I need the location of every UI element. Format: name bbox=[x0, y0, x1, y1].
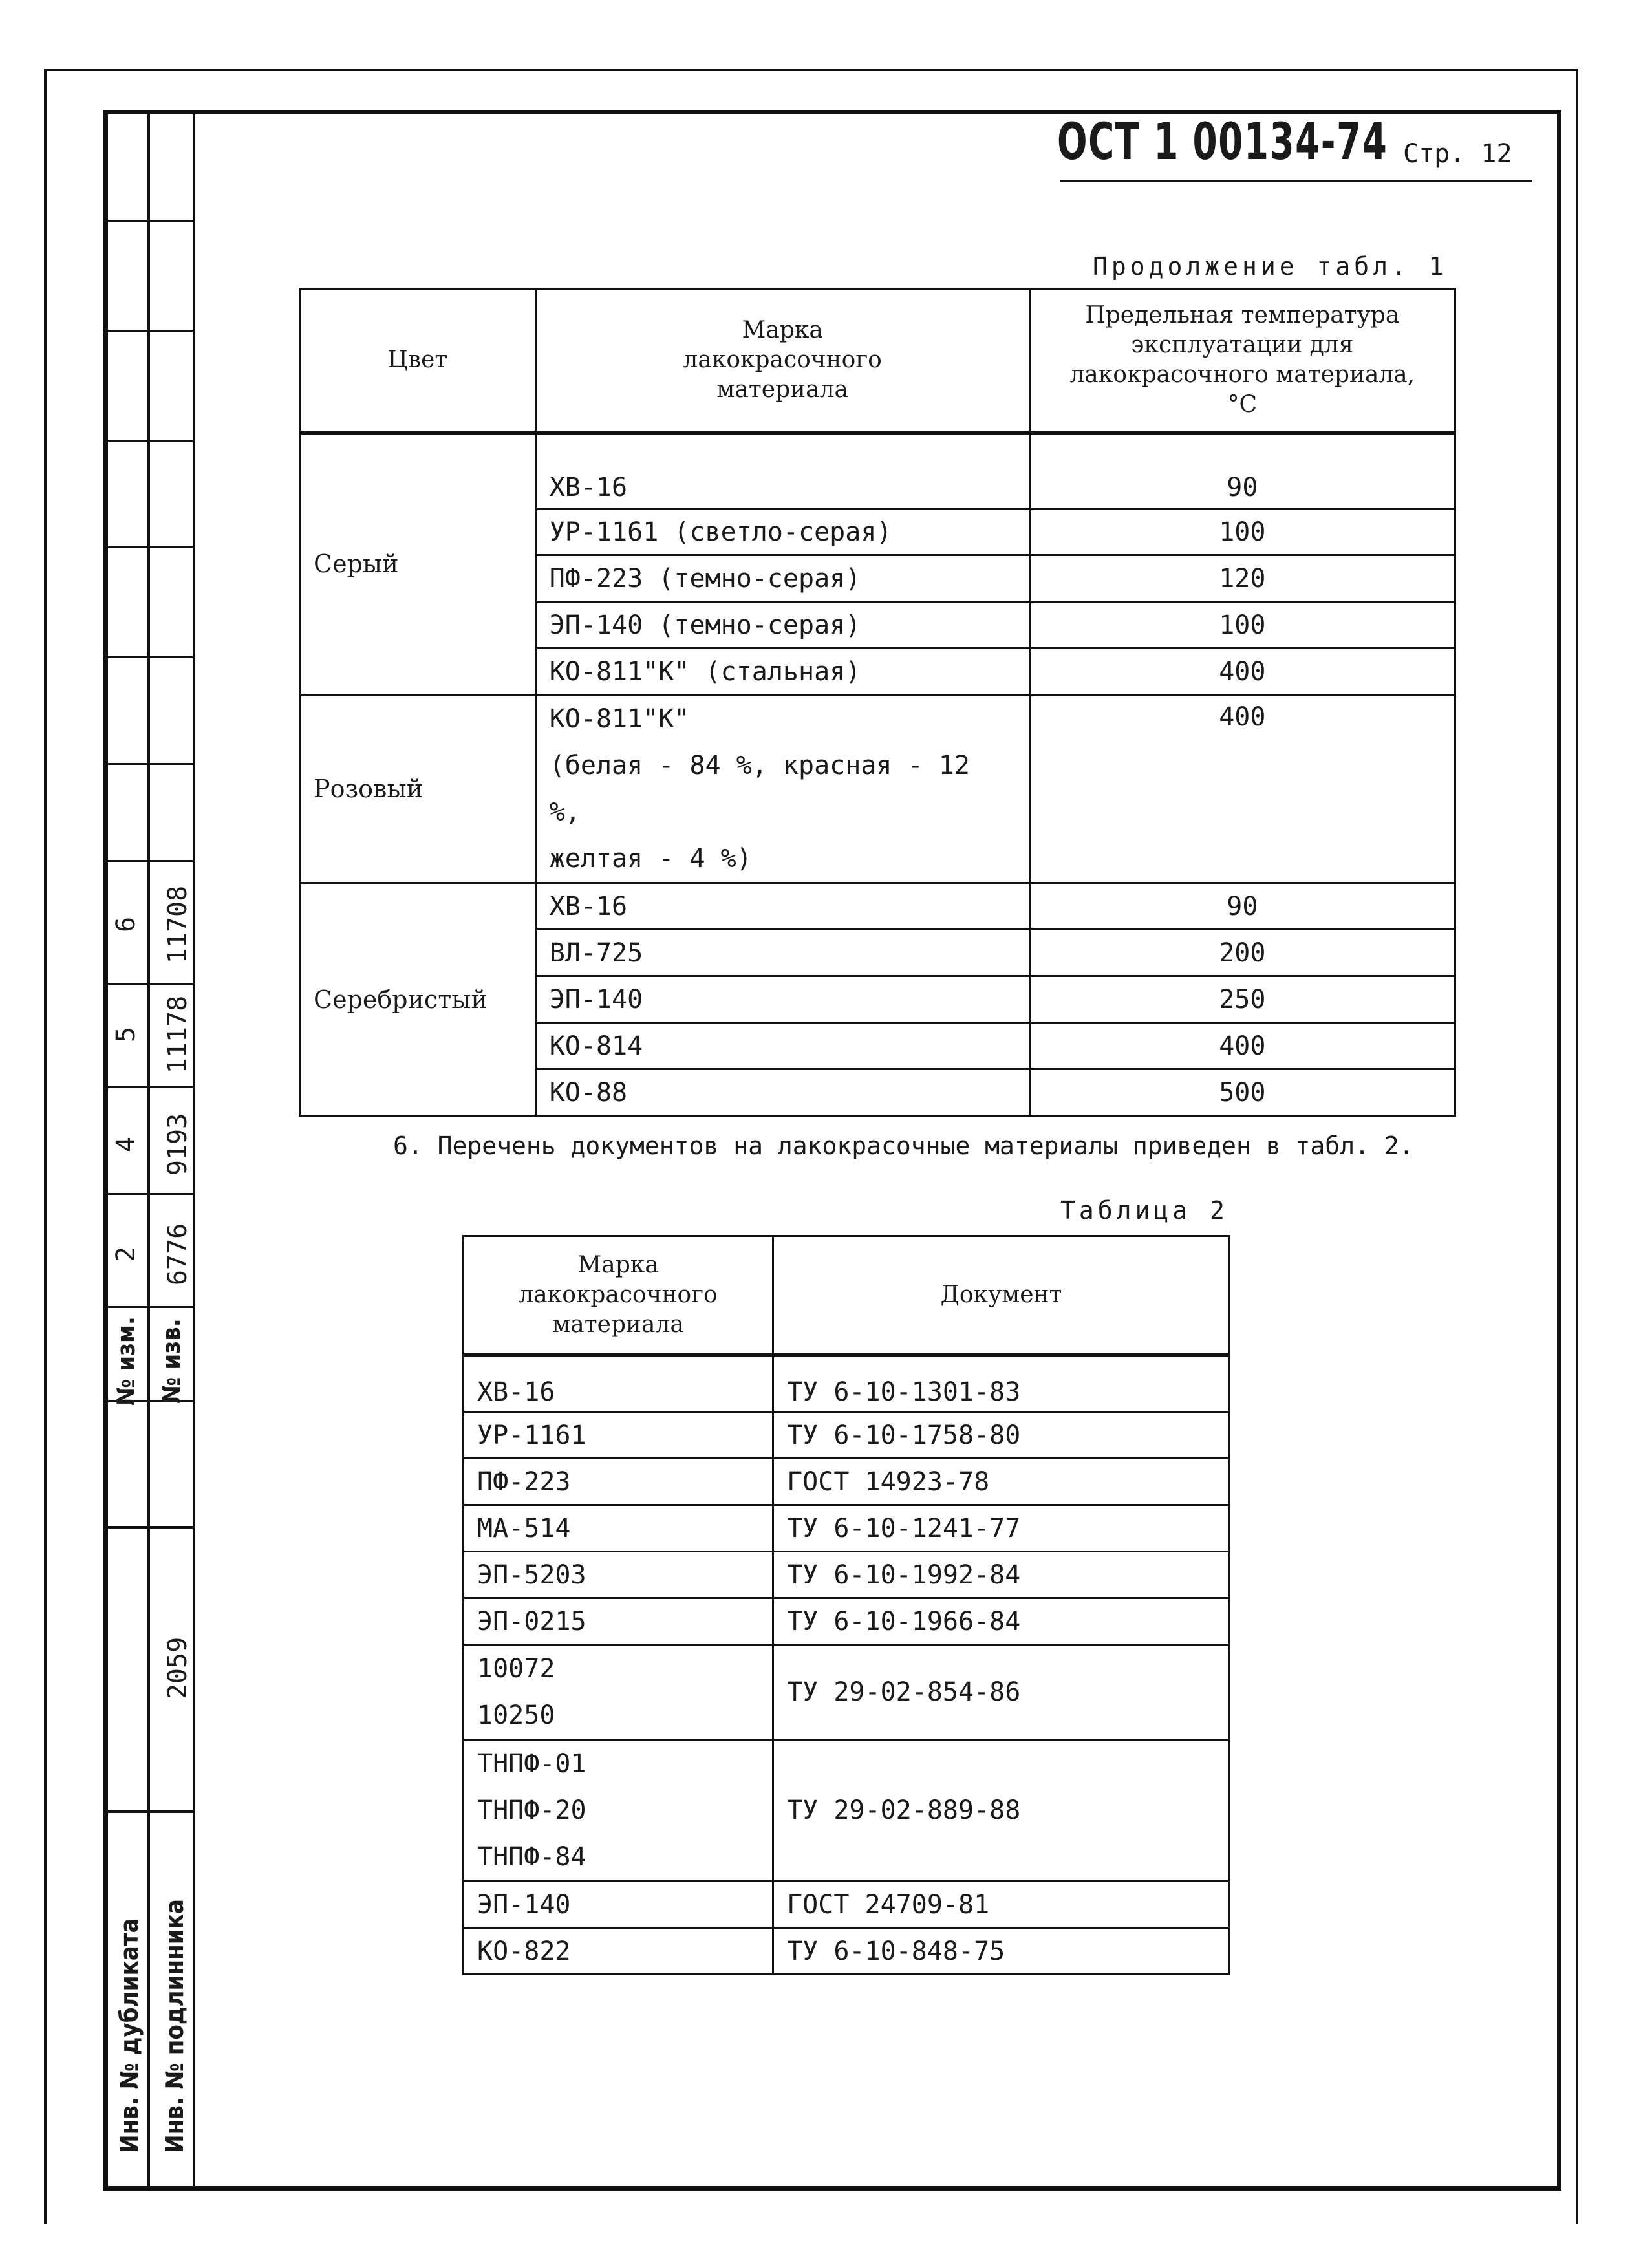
paragraph-6: 6. Перечень документов на лакокрасочные материалы приведен в табл. 2. bbox=[393, 1132, 1414, 1160]
mark-cell: УР-1161 bbox=[464, 1412, 773, 1459]
table-row bbox=[464, 1928, 1230, 1975]
document-cell: ТУ 29-02-854-86 bbox=[773, 1645, 1230, 1740]
label-original: Инв. № подлинника bbox=[160, 1899, 189, 2153]
table2-header-mark: Марка лакокрасочного материала bbox=[464, 1236, 773, 1355]
table-row bbox=[464, 1355, 1230, 1412]
table1-header-row bbox=[300, 289, 1455, 433]
mark-cell: ЭП-0215 bbox=[464, 1598, 773, 1645]
mark-cell: ЭП-5203 bbox=[464, 1552, 773, 1598]
table-row bbox=[464, 1459, 1230, 1505]
mark-cell: ХВ-16 bbox=[464, 1355, 773, 1412]
temp-cell: 120 bbox=[1029, 555, 1455, 602]
mark-cell: ЭП-140 (темно-серая) bbox=[535, 602, 1029, 649]
table-row bbox=[464, 1882, 1230, 1928]
table2-header-row bbox=[464, 1236, 1230, 1355]
label-duplicate: Инв. № дубликата bbox=[115, 1918, 144, 2153]
mark-cell: ПФ-223 (темно-серая) bbox=[535, 555, 1029, 602]
strip-rule bbox=[103, 1526, 194, 1529]
temp-cell: 250 bbox=[1029, 976, 1455, 1023]
table-row bbox=[464, 1505, 1230, 1552]
temp-cell: 400 bbox=[1029, 695, 1455, 883]
color-cell: Серебристый bbox=[300, 883, 536, 1116]
mark-cell: КО-814 bbox=[535, 1023, 1029, 1069]
strip-rule bbox=[103, 1810, 194, 1813]
mark-cell: ЭП-140 bbox=[535, 976, 1029, 1023]
document-cell: ТУ 6-10-1966-84 bbox=[773, 1598, 1230, 1645]
table-row bbox=[300, 883, 1455, 930]
strip-rule bbox=[103, 763, 194, 765]
table-row bbox=[300, 433, 1455, 509]
mark-cell: ХВ-16 bbox=[535, 433, 1029, 509]
table-row bbox=[300, 695, 1455, 883]
table-row bbox=[464, 1598, 1230, 1645]
change-number: 4 bbox=[111, 1136, 141, 1153]
table2 bbox=[462, 1235, 1230, 1975]
change-notice: 6776 bbox=[163, 1223, 193, 1286]
table1 bbox=[299, 288, 1456, 1117]
label-change: № изм. bbox=[112, 1316, 140, 1406]
mark-cell: МА-514 bbox=[464, 1505, 773, 1552]
page-number: Стр. 12 bbox=[1403, 139, 1512, 169]
color-cell: Розовый bbox=[300, 695, 536, 883]
mark-cell: КО-822 bbox=[464, 1928, 773, 1975]
table2-header-document: Документ bbox=[773, 1236, 1230, 1355]
strip-rule bbox=[103, 440, 194, 442]
strip-rule bbox=[103, 546, 194, 548]
temp-cell: 90 bbox=[1029, 883, 1455, 930]
mark-cell: ЭП-140 bbox=[464, 1882, 773, 1928]
table1-header-color: Цвет bbox=[300, 289, 536, 433]
document-cell: ТУ 6-10-848-75 bbox=[773, 1928, 1230, 1975]
temp-cell: 100 bbox=[1029, 509, 1455, 555]
duplicate-inventory-number: 2059 bbox=[163, 1637, 193, 1700]
change-number: 2 bbox=[111, 1246, 141, 1263]
temp-cell: 100 bbox=[1029, 602, 1455, 649]
document-cell: ТУ 6-10-1992-84 bbox=[773, 1552, 1230, 1598]
label-notice: № изв. bbox=[157, 1318, 186, 1404]
table2-caption: Таблица 2 bbox=[1060, 1196, 1228, 1225]
table-row bbox=[464, 1740, 1230, 1882]
color-cell: Серый bbox=[300, 433, 536, 695]
mark-cell: ТНПФ-01 ТНПФ-20 ТНПФ-84 bbox=[464, 1740, 773, 1882]
table-row bbox=[464, 1552, 1230, 1598]
document-cell: ТУ 6-10-1301-83 bbox=[773, 1355, 1230, 1412]
temp-cell: 400 bbox=[1029, 1023, 1455, 1069]
mark-cell: КО-811"К" (белая - 84 %, красная - 12 %, желтая - 4 %) bbox=[535, 695, 1029, 883]
table1-header-mark: Марка лакокрасочного материала bbox=[535, 289, 1029, 433]
table1-header-temp: Предельная температура эксплуатации для лакокрасочного материала, °С bbox=[1029, 289, 1455, 433]
mark-cell: ВЛ-725 bbox=[535, 930, 1029, 976]
document-cell: ГОСТ 14923-78 bbox=[773, 1459, 1230, 1505]
change-number: 5 bbox=[111, 1026, 141, 1043]
temp-cell: 200 bbox=[1029, 930, 1455, 976]
change-notice: 9193 bbox=[163, 1113, 193, 1176]
document-cell: ТУ 6-10-1241-77 bbox=[773, 1505, 1230, 1552]
strip-rule bbox=[103, 220, 194, 222]
mark-cell: КО-88 bbox=[535, 1069, 1029, 1116]
document-code: ОСТ 1 00134-74 bbox=[1057, 113, 1388, 171]
table1-caption: Продолжение табл. 1 bbox=[1093, 252, 1448, 281]
change-notice: 11178 bbox=[163, 995, 193, 1074]
mark-cell: 10072 10250 bbox=[464, 1645, 773, 1740]
document-cell: ТУ 29-02-889-88 bbox=[773, 1740, 1230, 1882]
change-notice: 11708 bbox=[163, 885, 193, 964]
mark-cell: ХВ-16 bbox=[535, 883, 1029, 930]
table-row bbox=[464, 1645, 1230, 1740]
table-row bbox=[464, 1412, 1230, 1459]
temp-cell: 90 bbox=[1029, 433, 1455, 509]
header-rule bbox=[1060, 180, 1532, 182]
temp-cell: 400 bbox=[1029, 649, 1455, 695]
mark-cell: ПФ-223 bbox=[464, 1459, 773, 1505]
change-number: 6 bbox=[111, 916, 141, 933]
strip-rule bbox=[103, 330, 194, 332]
strip-rule bbox=[103, 656, 194, 658]
document-cell: ГОСТ 24709-81 bbox=[773, 1882, 1230, 1928]
document-cell: ТУ 6-10-1758-80 bbox=[773, 1412, 1230, 1459]
strip-divider bbox=[147, 110, 150, 2191]
mark-cell: УР-1161 (светло-серая) bbox=[535, 509, 1029, 555]
mark-cell: КО-811"К" (стальная) bbox=[535, 649, 1029, 695]
temp-cell: 500 bbox=[1029, 1069, 1455, 1116]
